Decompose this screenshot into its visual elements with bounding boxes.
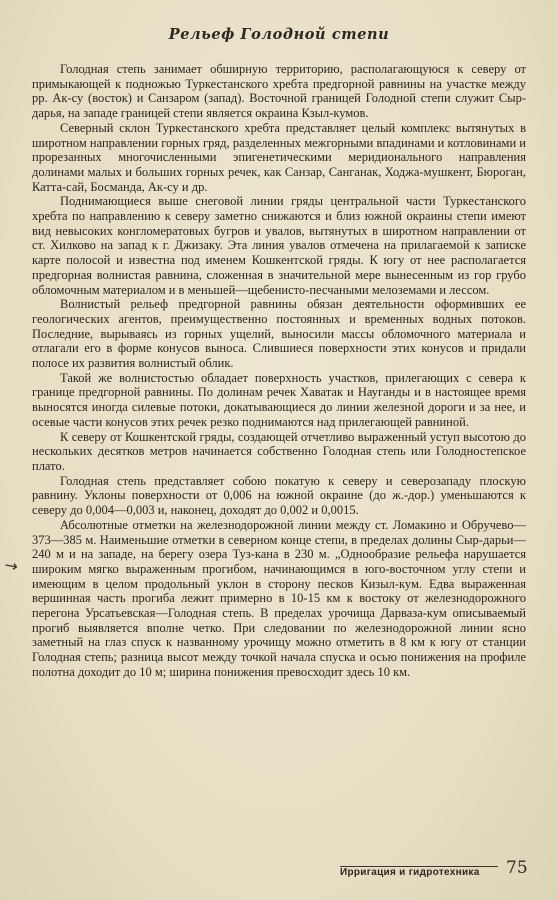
paragraph-4: Волнистый рельеф предгорной равнины обязан деятельности оформивших ее геологических агентов, преимущественно постоянных и временных водных потоков. Последние, вырываясь из горных ущелий, выносили массы обломочного материала и отлагали его в форме конусов выноса. Слившиеся поверхности этих конусов и придали полосе их развития волнистый облик. <box>32 297 526 371</box>
paragraph-8: Абсолютные отметки на железнодорожной линии между ст. Ломакино и Обручево—373—385 м. Наименьшие отметки в северном конце степи, в пределах долины Сыр-дарьи—240 м и на западе, на берегу озера Туз-кана в 230 м. „Однообразие рельефа нарушается широким мягко выраженным прогибом, начинающимся в юго-восточном углу степи и имеющим в целом продольный уклон в сторону песков Кизыл-кум. Едва выраженная вершинная часть прогиба лежит примерно в 10-15 км к востоку от железнодорожного перегона Урсатьевская—Голодная степь. В пределах урочища Дарваза-кум описываемый прогиб выявляется вполне четко. При следовании по железнодорожной линии ясно заметный на глаз спуск к названному урочищу можно отметить в 8 км к югу от станции Голодная степь; разница высот между точкой начала спуска и осью понижения на профиле полотна доходит до 10 м; ширина понижения превосходит здесь 10 км. <box>32 517 526 679</box>
article-body <box>32 62 526 680</box>
page-title: Рельеф Голодной степи <box>168 26 390 43</box>
running-footer: Ирригация и гидротехника <box>340 867 480 878</box>
page-number: 75 <box>506 858 528 878</box>
paragraph-2: Северный склон Туркестанского хребта представляет целый комплекс вытянутых в широтном направлении горных гряд, разделенных межгорными впадинами и котловинами и прорезанных многочисленными эпигенетическими меридионального направления долинами малых и больших горных речек, как Санзар, Санганак, Ходжа-мушкент, Бюроган, Катта-сай, Босманда, Ак-су и др. <box>32 120 526 194</box>
margin-pencil-mark-icon: ↘ <box>0 553 22 578</box>
paragraph-5: Такой же волнистостью обладает поверхность участков, прилегающих с севера к границе предгорной равнины. По долинам речек Хаватак и Науганды и в настоящее время выносятся иногда силевые потоки, докатывающиеся до линии железной дороги и за нее, и осевые части конусов этих речек резко поднимаются над прилегающей равниной. <box>32 370 526 429</box>
paragraph-6: К северу от Кошкентской гряды, создающей отчетливо выраженный уступ высотою до нескольких десятков метров начинается собственно Голодная степь или Голодностепское плато. <box>32 429 526 473</box>
paragraph-1: Голодная степь занимает обширную территорию, располагающуюся к северу от примыкающей к подножью Туркестанского хребта предгорной равнины на участке между рр. Ак-су (восток) и Санзаром (запад). Восточной границей Голодной степи служит Сыр-дарья, на западе границей степи является окраина Кзыл-кумов. <box>32 62 526 121</box>
paragraph-3: Поднимающиеся выше снеговой линии гряды центральной части Туркестанского хребта по направлению к северу заметно снижаются и близ южной окраины степи имеют вид невысоких конгломератовых бугров и увалов, вытянутых в широтном направлении от ст. Хилково на запад к г. Джизаку. Эта линия увалов отмечена на прилагаемой к записке карте полосой и известна под именем Кошкентской гряды. К югу от нее располагается предгорная волнистая равнина, сложенная в значительной мере вынесенным из гор грубо обломочным материалом и в меньшей—щебенисто-песчаными мелоземами и лессом. <box>32 194 526 297</box>
paragraph-7: Голодная степь представляет собою покатую к северу и северозападу плоскую равнину. Уклоны поверхности от 0,006 на южной окраине (до ж.-дор.) уменьшаются к северу до 0,004—0,003 и, наконец, доходят до 0,002 и 0,0015. <box>32 473 526 518</box>
